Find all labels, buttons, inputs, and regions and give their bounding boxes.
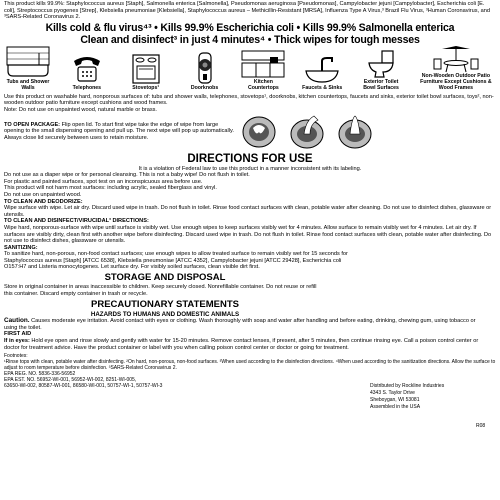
in-eyes-label: If in eyes: (4, 338, 30, 345)
surface-doorknobs (181, 51, 229, 92)
surface-icons-row (4, 48, 496, 92)
direction-line: Do not use as a diaper wipe or for personal cleansing. This is not a baby wipe! Do not flush in toilet. (4, 172, 250, 179)
storage-title: STORAGE AND DISPOSAL (104, 272, 226, 284)
storage-section (4, 271, 496, 318)
epa-est-line-1: EPA EST. NO. 56952-WI-001, 56952-WI-002, 8251-WI-005, (4, 377, 137, 384)
canister-lid-icon (240, 114, 278, 150)
open-package-illustrations (240, 114, 374, 150)
in-eyes-body: Hold eye open and rinse slowly and gently with water for 15-20 minutes. Remove contact lenses, if present, after 5 minutes, then continue rinsing eye. Call a poison control center or doctor for treatment advice. Have the product container or label with you when calling poison control center or doctor or going for treatment. (4, 338, 479, 351)
distributor-address (370, 383, 444, 411)
direction-line: Do not use on unpainted wood. (4, 191, 82, 198)
open-package-text (4, 122, 234, 142)
open-package-heading: TO OPEN PACKAGE: (4, 121, 61, 128)
address-line: Sheboygan, WI 53081 (370, 397, 420, 403)
surface-tubs (4, 45, 52, 92)
surface-label: Tubs and Shower Walls (6, 79, 50, 91)
surface-label: Stovetops¹ (132, 84, 160, 91)
canister-wipe-pull-icon (288, 114, 326, 150)
hazards-title: HAZARDS TO HUMANS AND DOMESTIC ANIMALS (90, 311, 240, 319)
faucet-icon (302, 55, 342, 85)
label-page (4, 1, 496, 389)
kills-claim-line-1: Kills cold & flu virus⁴³ • Kills 99.9% Escherichia coli • Kills 99.9% Salmonella enterica (45, 21, 455, 34)
telephone-icon (70, 51, 104, 85)
surface-label: Exterior Toilet Bowl Surfaces (363, 79, 399, 91)
epa-est-line-2: 63650-WI-002, 80587-WI-001, 86580-WI-001, 50757-WI-1, 50757-WI-3 (4, 383, 163, 390)
open-package-section (4, 114, 496, 150)
clean-text: Wipe surface with wipe. Let air dry. Discard used wipe in trash. Do not flush in toilet. Rinse food contact surfaces with clean, potable water after cleaning. Do not use to disinfect dishes, glassware or utensils. (4, 205, 492, 218)
caution-text (4, 318, 484, 331)
stove-icon (129, 51, 163, 85)
countertop-icon (240, 49, 286, 79)
address-line: Distributed by Rockline Industries (370, 383, 445, 389)
clean-heading: TO CLEAN AND DEODORIZE: (4, 198, 83, 205)
address-line: Assembled in the USA (370, 404, 421, 410)
storage-left (4, 271, 326, 318)
surface-label: Faucets & Sinks (302, 84, 343, 91)
sanitizing-text: To sanitize hard, non-porous, non-food contact surfaces; use enough wipes to allow treated surface to remain visibly wet for 15 seconds for Staphylococcus aureus [Staph] [ATCC 6538], Klebsiella pneumoniae [ATCC 4352], Campylobacter jejuni [ATCC 29428], Escherichia coli O157:H7 and Listeria monocytogenes. Let surface dry. For visibly soiled surfaces, clean visible dirt first. (4, 251, 348, 271)
surface-label: Non-Wooden Outdoor Patio Furniture Except Cushions & Wood Frames (420, 73, 492, 91)
sanitizing-heading: SANITIZING: (4, 244, 38, 251)
surface-label: Kitchen Countertops (247, 79, 279, 91)
canister-wipe-up-icon (336, 114, 374, 150)
in-eyes-text (4, 338, 484, 351)
surface-countertops (239, 49, 287, 92)
footnotes-text: ¹Rinse tops with clean, potable water after disinfecting. ²On hard, non-porous, non-food surfaces. ³When used according to the disinfection directions. ⁴When used according to the sanitization directions. Allow the surface to adjust to room temperature before disinfection. ³SARS-Related Coronavirus 2. (4, 359, 496, 372)
caution-body: Causes moderate eye irritation. Avoid contact with eyes or clothing. Wash thoroughly with soap and water after handling and before eating, drinking, chewing gum, using tobacco or using the toilet. (4, 318, 476, 331)
federal-law-text: It is a violation of Federal law to use this product in a manner inconsistent with its labeling. (138, 165, 362, 172)
surface-label: Telephones (72, 84, 102, 91)
use-on-text: Use this product on washable hard, nonporous surfaces of: tubs and shower walls, telephones, stovetops¹, doorknobs, kitchen countertops, faucets and sinks, exterior toilet bowl surfaces, toys², non-wooden outdoor patio furniture except cushions and wood frames. (4, 93, 494, 107)
bathtub-icon (5, 45, 51, 79)
surface-toilet (357, 49, 405, 92)
storage-text: Store in original container in areas inaccessible to children. Keep securely closed. Nonrefillable container. Do not reuse or refill this container. Discard empty container in trash or recycle. (4, 284, 317, 297)
surface-patio (416, 45, 496, 91)
disinfect-heading: TO CLEAN AND DISINFECT/VIRUCIDAL³ DIRECTIONS: (4, 218, 149, 225)
surface-faucets (298, 55, 346, 92)
kills-claim-line-2: Clean and disinfect³ in just 4 minutes⁴ • Thick wipes for tough messes (80, 33, 420, 46)
address-line: 4343 S. Taylor Drive (370, 390, 415, 396)
patio-furniture-icon (432, 45, 480, 73)
disinfect-text: Wipe hard, nonporous-surface with wipe until surface is visibly wet. Use enough wipes to keep surfaces visibly wet for 4 minutes. Allow surface to remain visibly wet for 4 minutes. Let air dry. If surfaces are visibly dirty, clean first with another wipe before disinfecting. Discard used wipe in trash. Do not flush in toilet. Rinse food contact surfaces with clean, potable water after disinfecting. Do not use to disinfect dishes, glassware or utensils. (4, 224, 492, 245)
surface-stovetops (122, 51, 170, 92)
surface-telephones (63, 51, 111, 92)
open-package-body: Flip open lid. To start first wipe take the edge of wipe from large opening to the small dispensing opening and pull up. The next wipe will pop up automatically. Always close lid securely between uses to retain moisture. (4, 121, 234, 141)
organisms-list: This product kills 99.9%: Staphylococcus aureus [Staph], Salmonella enterica [Salmonella], Pseudomonas aeruginosa [Pseudomonas], Campylobacter jejuni [Campylobacter], Escherichia coli [E. coli], Streptococcus pyogenes [Strep], Klebsiella pneumoniae [Klebsiella], Staphylococcus aureus – Methicillin-Resistant [MRSA], Influenza Type A Virus,³ Brazil Flu Virus, ³Human Coronavirus, and ³SARS-Related Coronavirus 2. (4, 1, 490, 21)
toilet-icon (366, 49, 396, 79)
epa-reg-number: EPA REG. NO. 5836-336-56952 (4, 371, 76, 378)
doorknob-icon (190, 51, 220, 85)
direction-line: This product will not harm most surfaces: including acrylic, sealed fiberglass and vinyl. (4, 185, 217, 192)
note-text: Note: Do not use on unpainted wood, natural marble or brass. (4, 106, 157, 113)
directions-title: DIRECTIONS FOR USE (187, 152, 313, 165)
first-aid-heading: FIRST AID (4, 331, 32, 338)
caution-label: Caution. (4, 317, 30, 325)
label-code: R08 (476, 423, 486, 429)
direction-line: For plastic and painted surfaces, spot test on an inconspicuous area before use. (4, 178, 203, 185)
surface-label: Doorknobs (190, 84, 219, 91)
footnotes-label: Footnotes: (4, 353, 28, 360)
precaution-title: PRECAUTIONARY STATEMENTS (91, 299, 239, 311)
